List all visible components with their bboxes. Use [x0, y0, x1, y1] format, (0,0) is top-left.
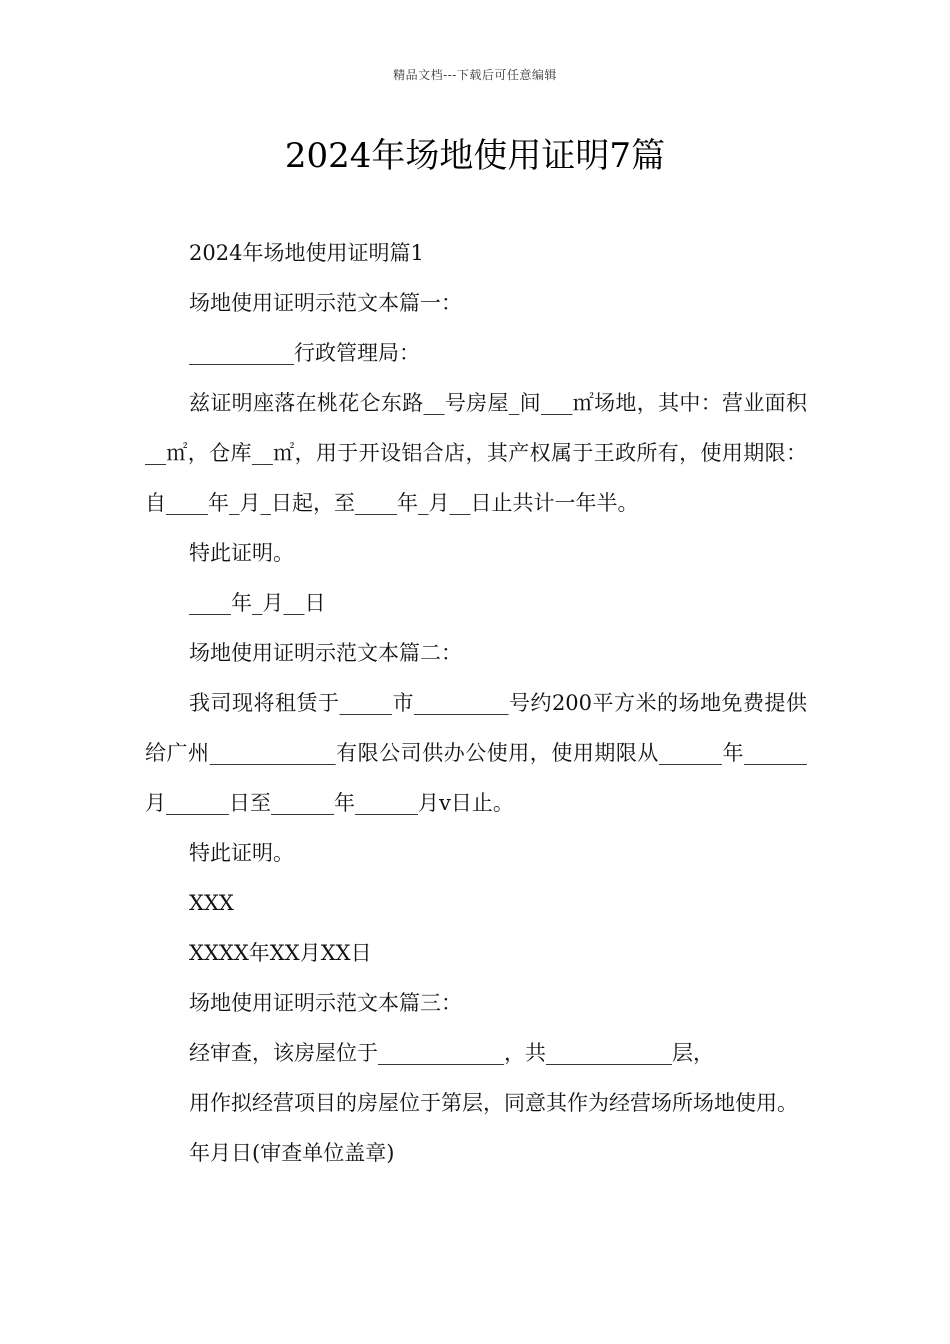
certificate-paragraph-2: 我司现将租赁于_____市_________号约200平方米的场地免费提供给广州____________有限公司供办公使用，使用期限从______年______月______日至______年______月v日止。 [145, 691, 807, 815]
review-paragraph: 经审查，该房屋位于____________，共____________层， [189, 1041, 714, 1065]
sample-heading-3: 场地使用证明示范文本篇三： [189, 991, 462, 1015]
date-line-2: XXXX年XX月XX日 [189, 941, 372, 965]
document-body [145, 228, 807, 1178]
date-line-1: ____年_月__日 [189, 591, 326, 615]
signatory: XXX [189, 891, 234, 915]
document-title: 2024年场地使用证明7篇 [284, 136, 666, 176]
sample-heading-1: 场地使用证明示范文本篇一： [189, 291, 462, 315]
usage-paragraph: 用作拟经营项目的房屋位于第层，同意其作为经营场所场地使用。 [189, 1091, 798, 1115]
closing-phrase-2: 特此证明。 [189, 841, 294, 865]
addressee: __________行政管理局： [189, 341, 420, 365]
date-seal-line: 年月日(审查单位盖章) [189, 1141, 395, 1165]
certificate-paragraph-1: 兹证明座落在桃花仑东路__号房屋_间___㎡场地，其中：营业面积__㎡，仓库__㎡，用于开设铝合店，其产权属于王政所有，使用期限：自____年_月_日起，至____年_月__日止共计一年半。 [145, 391, 807, 515]
header-note: 精品文档---下载后可任意编辑 [393, 68, 557, 82]
closing-phrase-1: 特此证明。 [189, 541, 294, 565]
sample-heading-2: 场地使用证明示范文本篇二： [189, 641, 462, 665]
section-heading: 2024年场地使用证明篇1 [189, 241, 424, 265]
